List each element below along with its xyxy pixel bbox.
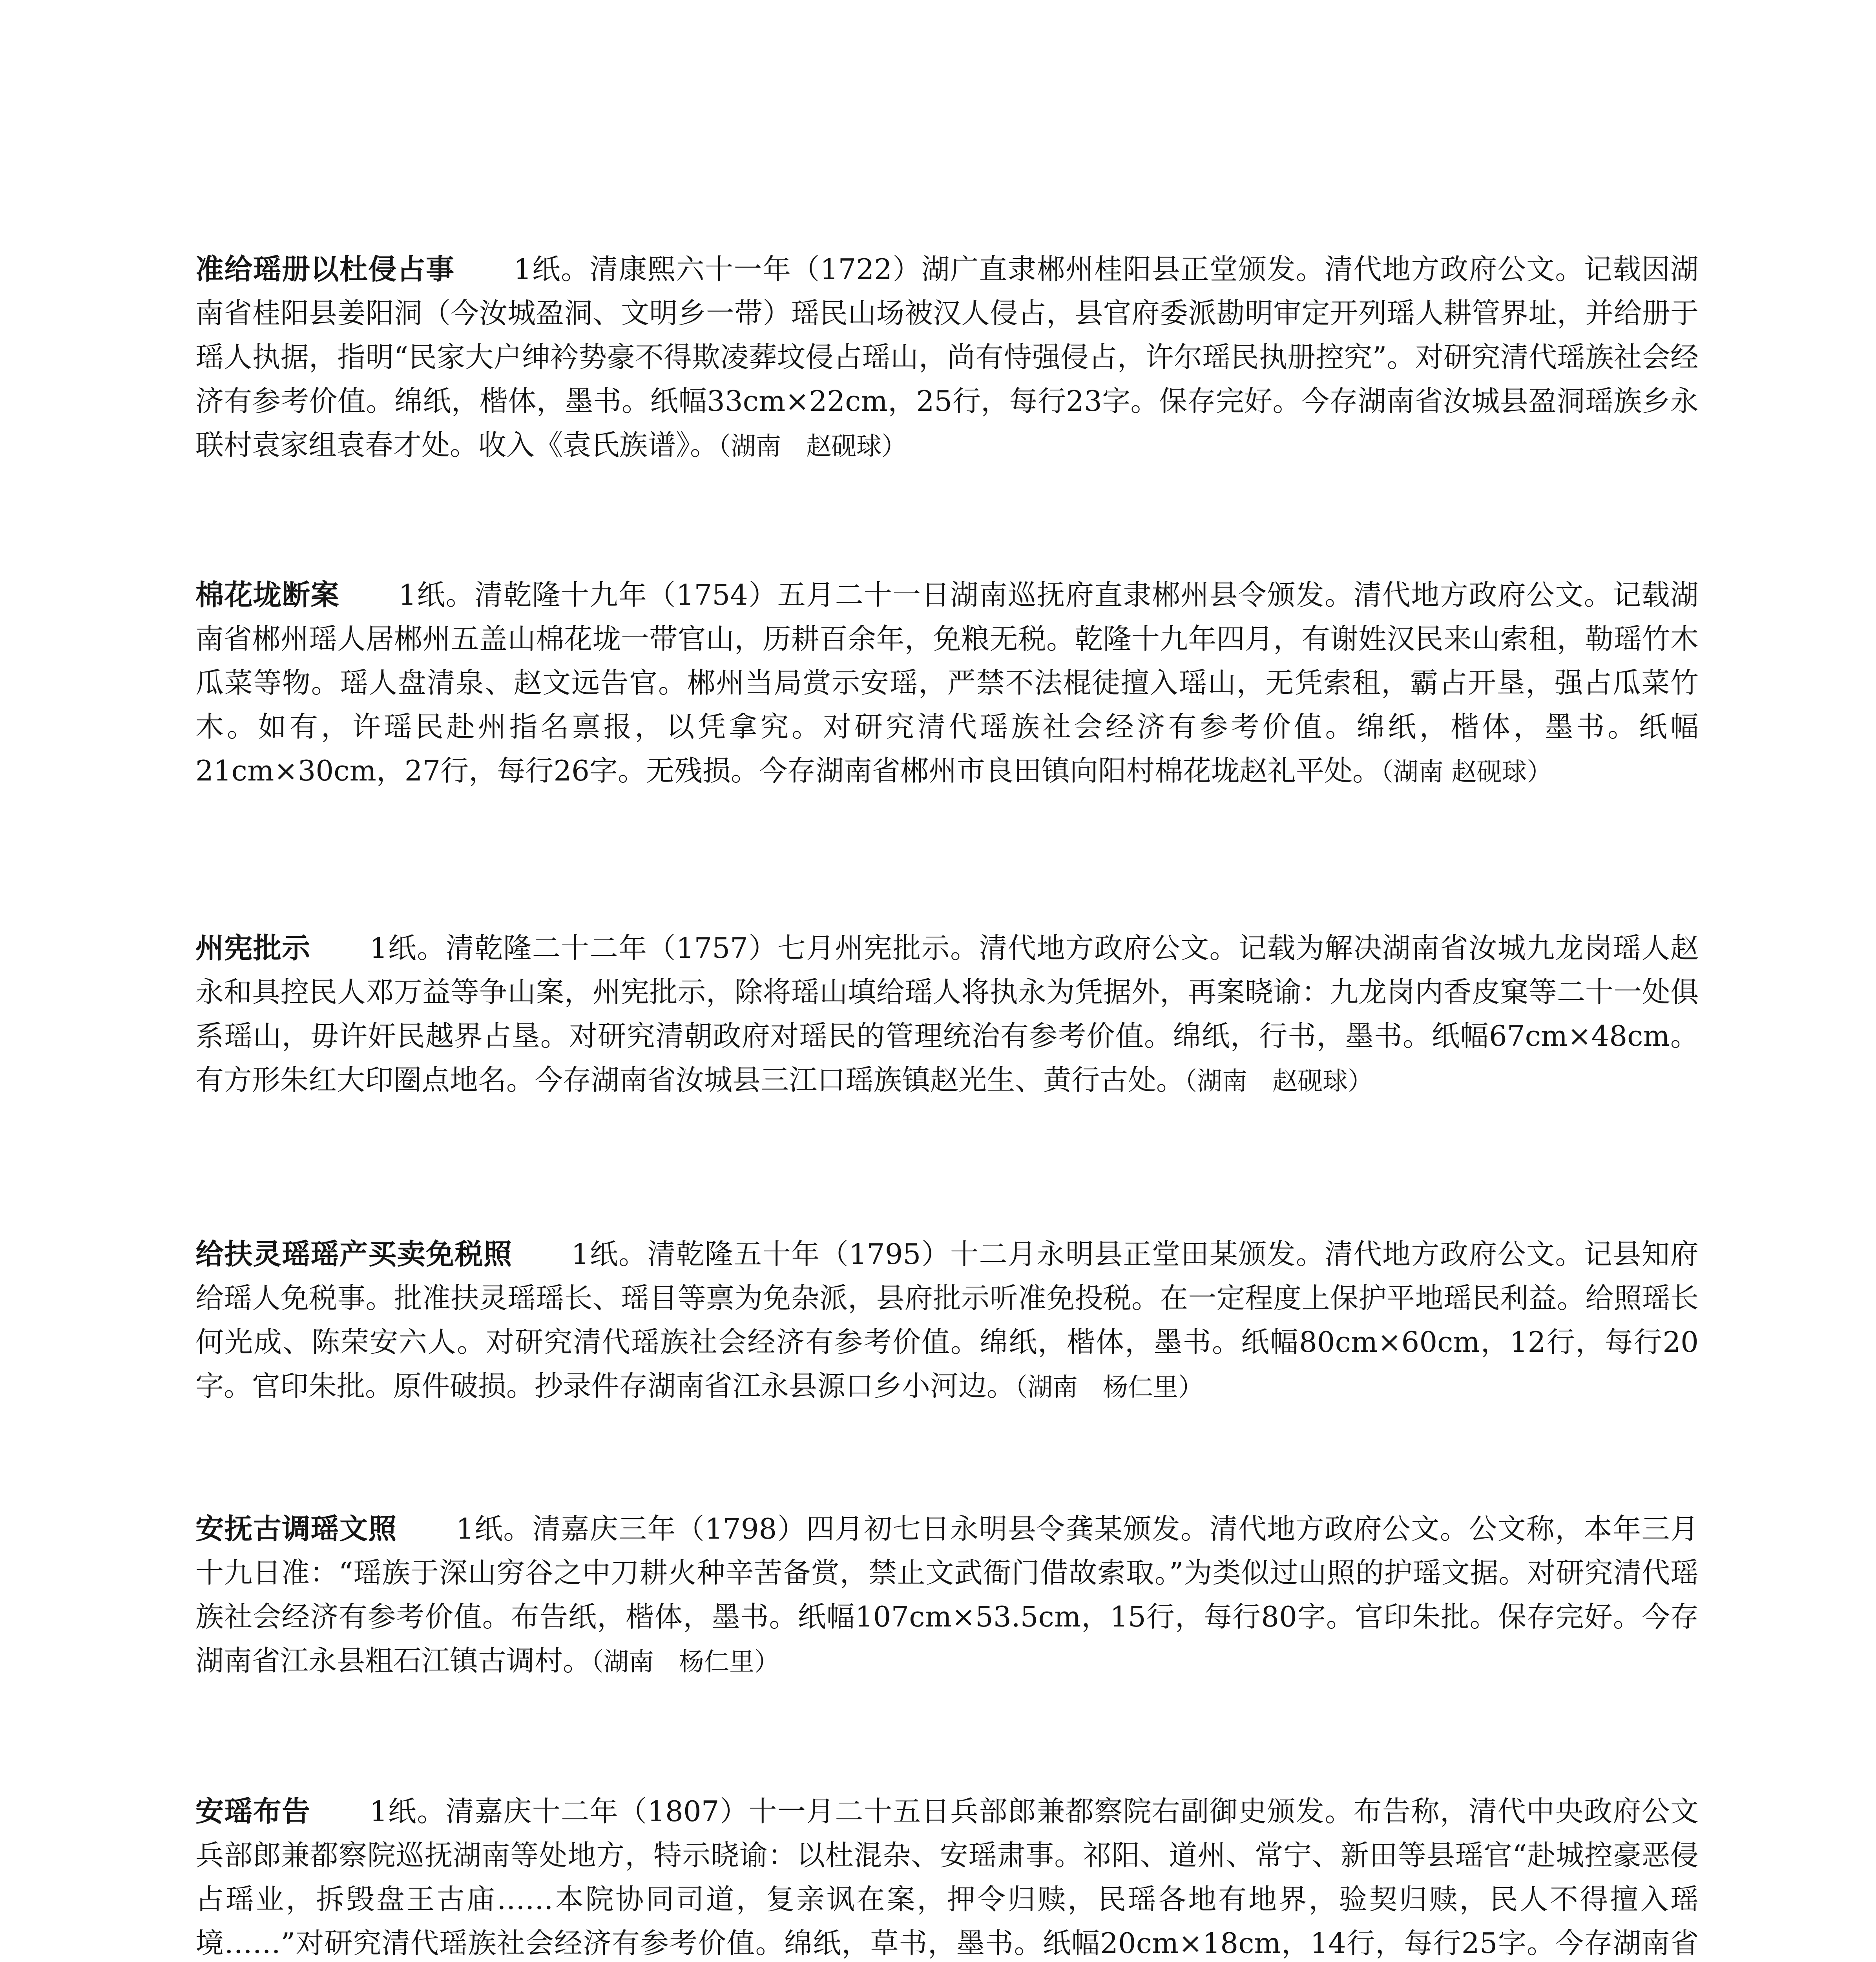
entry-title: 安抚古调瑶文照 [195,1512,397,1545]
entry-title: 州宪批示 [195,932,311,965]
catalog-entry [195,926,1699,1103]
catalog-entry [195,1789,1699,1962]
catalog-entry [195,1232,1699,1410]
entry-credit: （湖南 赵砚球） [1381,758,1552,787]
catalog-entry [195,247,1699,469]
catalog-entry [195,573,1699,794]
entry-body: 1纸。清康熙六十一年（1722）湖广直隶郴州桂阳县正堂颁发。清代地方政府公文。记载因湖南省桂阳县姜阳洞（今汝城盈洞、文明乡一带）瑶民山场被汉人侵占，县官府委派勘明审定开列瑶人耕管界址，并给册于瑶人执据，指明“民家大户绅衿势豪不得欺凌葬坟侵占瑶山，尚有恃强侵占，许尔瑶民执册控究”。对研究清代瑶族社会经济有参考价值。绵纸，楷体，墨书。纸幅33cm×22cm，25行，每行23字。保存完好。今存湖南省汝城县盈洞瑶族乡永联村袁家组袁春才处。收入《袁氏族谱》。 [195,253,1699,461]
entry-body: 1纸。清乾隆五十年（1795）十二月永明县正堂田某颁发。清代地方政府公文。记县知府给瑶人免税事。批准扶灵瑶瑶长、瑶目等禀为免杂派，县府批示听准免投税。在一定程度上保护平地瑶民利益。给照瑶长何光成、陈荣安六人。对研究清代瑶族社会经济有参考价值。绵纸，楷体，墨书。纸幅80cm×60cm，12行，每行20字。官印朱批。原件破损。抄录件存湖南省江永县源口乡小河边。 [195,1238,1699,1402]
entry-body: 1纸。清嘉庆十二年（1807）十一月二十五日兵部郎兼都察院右副御史颁发。布告称，清代中央政府公文兵部郎兼都察院巡抚湖南等处地方，特示晓谕：以杜混杂、安瑶肃事。祁阳、道州、常宁、新田等县瑶官“赴城控豪恶侵占瑶业，拆毁盘王古庙……本院协同司道，复亲讽在案，押令归赎，民瑶各地有地界，验契归赎，民人不得擅入瑶境……”对研究清代瑶族社会经济有参考价值。绵纸，草书，墨书。纸幅20cm×18cm，14行，每行25字。今存湖南省 [195,1795,1699,1960]
entry-title: 安瑶布告 [195,1795,311,1828]
entry-body: 1纸。清嘉庆三年（1798）四月初七日永明县令龚某颁发。清代地方政府公文。公文称，本年三月十九日准：“瑶族于深山穷谷之中刀耕火种辛苦备赏，禁止文武衙门借故索取。”为类似过山照的护瑶文据。对研究清代瑶族社会经济有参考价值。布告纸，楷体，墨书。纸幅107cm×53.5cm，15行，每行80字。官印朱批。保存完好。今存湖南省江永县粗石江镇古调村。 [195,1512,1699,1677]
entry-credit: （湖南 杨仁里） [591,1648,780,1677]
entry-body: 1纸。清乾隆十九年（1754）五月二十一日湖南巡抚府直隶郴州县令颁发。清代地方政府公文。记载湖南省郴州瑶人居郴州五盖山棉花垅一带官山，历耕百余年，免粮无税。乾隆十九年四月，有谢姓汉民来山索租，勒瑶竹木瓜菜等物。瑶人盘清泉、赵文远告官。郴州当局赏示安瑶，严禁不法棍徒擅入瑶山，无凭索租，霸占开垦，强占瓜菜竹木。如有，许瑶民赴州指名禀报，以凭拿究。对研究清代瑶族社会经济有参考价值。绵纸，楷体，墨书。纸幅21cm×30cm，27行，每行26字。无残损。今存湖南省郴州市良田镇向阳村棉花垅赵礼平处。 [195,578,1699,787]
entry-title: 给扶灵瑶瑶产买卖免税照 [195,1238,513,1271]
entry-title: 棉花垅断案 [195,578,339,611]
entry-credit: （湖南 赵砚球） [718,432,907,461]
entry-credit: （湖南 杨仁里） [1015,1373,1204,1402]
entry-credit: （湖南 赵砚球） [1184,1067,1373,1096]
entry-title: 准给瑶册以杜侵占事 [195,253,455,286]
catalog-entry [195,1507,1699,1684]
entry-body: 1纸。清乾隆二十二年（1757）七月州宪批示。清代地方政府公文。记载为解决湖南省汝城九龙岗瑶人赵永和具控民人邓万益等争山案，州宪批示，除将瑶山填给瑶人将执永为凭据外，再案晓谕：九龙岗内香皮窠等二十一处俱系瑶山，毋许奸民越界占垦。对研究清朝政府对瑶民的管理统治有参考价值。绵纸，行书，墨书。纸幅67cm×48cm。有方形朱红大印圈点地名。今存湖南省汝城县三江口瑶族镇赵光生、黄行古处。 [195,932,1699,1096]
